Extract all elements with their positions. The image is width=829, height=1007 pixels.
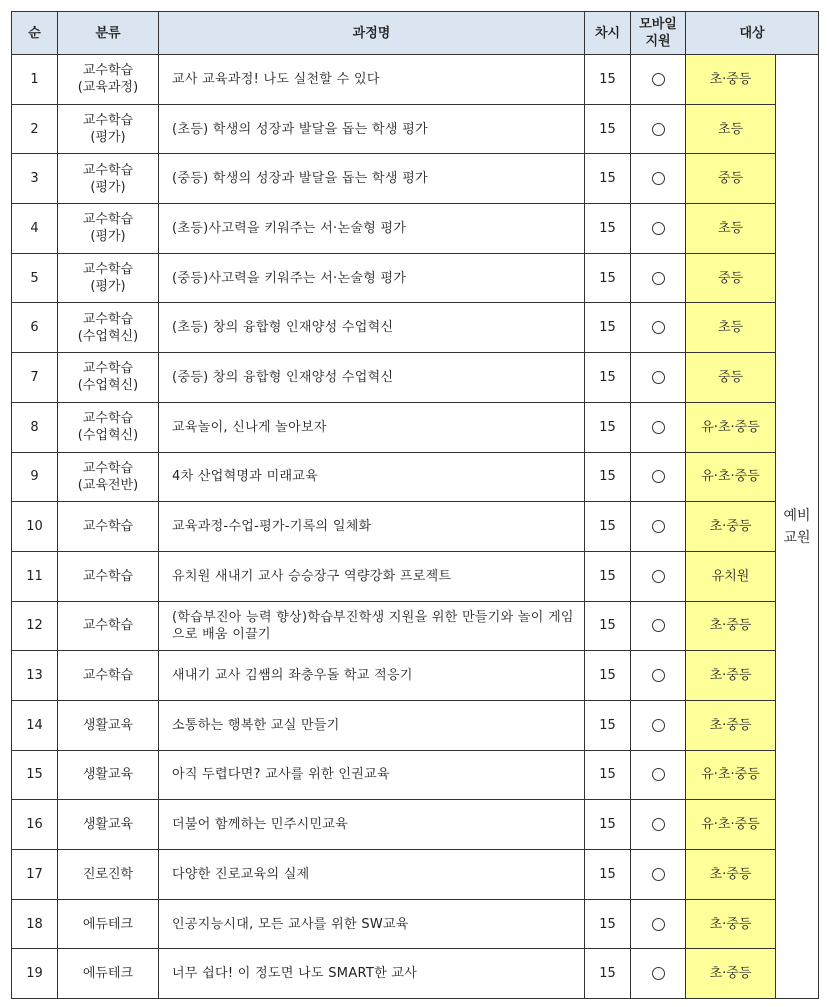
- row-number: 15: [12, 750, 58, 800]
- course-table-container: [11, 11, 819, 999]
- circle-icon: [652, 719, 665, 732]
- row-sessions: 15: [585, 651, 631, 701]
- table-row: [12, 800, 819, 850]
- row-category: [58, 899, 159, 949]
- row-mobile-support: [631, 204, 686, 254]
- row-number: 19: [12, 949, 58, 999]
- row-number: 10: [12, 502, 58, 552]
- table-row: [12, 154, 819, 204]
- row-number: 9: [12, 452, 58, 502]
- circle-icon: [652, 470, 665, 483]
- row-number: 16: [12, 800, 58, 850]
- category-main: 교수학습: [82, 361, 134, 377]
- header-sessions: 차시: [585, 12, 631, 55]
- circle-icon: [652, 172, 665, 185]
- row-sessions: 15: [585, 452, 631, 502]
- row-category: [58, 452, 159, 502]
- row-category: [58, 601, 159, 651]
- category-sub: (수업혁신): [77, 328, 139, 344]
- row-category: [58, 750, 159, 800]
- header-mobile-line2: 지원: [645, 34, 671, 49]
- circle-icon: [652, 918, 665, 931]
- category-main: 교수학습: [82, 311, 134, 327]
- row-mobile-support: [631, 750, 686, 800]
- row-number: 14: [12, 700, 58, 750]
- circle-icon: [652, 868, 665, 881]
- row-target: 초·중등: [686, 651, 776, 701]
- table-row: [12, 104, 819, 154]
- row-category: [58, 303, 159, 353]
- table-row: [12, 899, 819, 949]
- row-mobile-support: [631, 353, 686, 403]
- row-target: 중등: [686, 154, 776, 204]
- row-target: 유·초·중등: [686, 402, 776, 452]
- row-category: [58, 700, 159, 750]
- row-sessions: 15: [585, 253, 631, 303]
- category-main: 교수학습: [82, 519, 134, 535]
- category-main: 교수학습: [82, 618, 134, 634]
- row-sessions: 15: [585, 949, 631, 999]
- row-number: 12: [12, 601, 58, 651]
- table-row: [12, 750, 819, 800]
- header-category: 분류: [58, 12, 159, 55]
- row-mobile-support: [631, 800, 686, 850]
- table-row: [12, 353, 819, 403]
- row-number: 13: [12, 651, 58, 701]
- circle-icon: [652, 272, 665, 285]
- category-sub: (교육전반): [77, 477, 139, 493]
- row-course-title: (학습부진아 능력 향상)학습부진학생 지원을 위한 만들기와 놀이 게임으로 배움 이끌기: [159, 601, 585, 651]
- row-mobile-support: [631, 402, 686, 452]
- circle-icon: [652, 818, 665, 831]
- row-sessions: 15: [585, 55, 631, 105]
- header-mobile: [631, 12, 686, 55]
- category-sub: (수업혁신): [77, 428, 139, 444]
- row-course-title: 4차 산업혁명과 미래교육: [159, 452, 585, 502]
- table-row: [12, 204, 819, 254]
- table-row: [12, 452, 819, 502]
- category-sub: (평가): [90, 229, 126, 245]
- row-category: [58, 353, 159, 403]
- row-course-title: 다양한 진로교육의 실제: [159, 850, 585, 900]
- circle-icon: [652, 768, 665, 781]
- row-sessions: 15: [585, 551, 631, 601]
- header-course: 과정명: [159, 12, 585, 55]
- row-mobile-support: [631, 502, 686, 552]
- target-note-text: 예비 교원: [783, 507, 811, 546]
- circle-icon: [652, 321, 665, 334]
- row-target: 초·중등: [686, 55, 776, 105]
- row-target: 초·중등: [686, 700, 776, 750]
- circle-icon: [652, 421, 665, 434]
- row-mobile-support: [631, 949, 686, 999]
- row-number: 8: [12, 402, 58, 452]
- row-sessions: 15: [585, 700, 631, 750]
- header-no: 순: [12, 12, 58, 55]
- circle-icon: [652, 669, 665, 682]
- circle-icon: [652, 222, 665, 235]
- row-mobile-support: [631, 899, 686, 949]
- row-category: [58, 204, 159, 254]
- row-sessions: 15: [585, 204, 631, 254]
- category-main: 교수학습: [82, 162, 134, 178]
- row-sessions: 15: [585, 104, 631, 154]
- row-sessions: 15: [585, 899, 631, 949]
- row-course-title: (중등)사고력을 키워주는 서·논술형 평가: [159, 253, 585, 303]
- row-category: [58, 949, 159, 999]
- table-row: [12, 850, 819, 900]
- category-main: 교수학습: [82, 113, 134, 129]
- row-target: 유치원: [686, 551, 776, 601]
- row-mobile-support: [631, 551, 686, 601]
- table-row: [12, 551, 819, 601]
- category-main: 교수학습: [82, 212, 134, 228]
- category-sub: (평가): [90, 279, 126, 295]
- row-category: [58, 551, 159, 601]
- row-target: 중등: [686, 253, 776, 303]
- row-course-title: 아직 두렵다면? 교사를 위한 인권교육: [159, 750, 585, 800]
- category-sub: (평가): [90, 179, 126, 195]
- row-number: 7: [12, 353, 58, 403]
- row-mobile-support: [631, 154, 686, 204]
- category-main: 진로진학: [82, 866, 134, 882]
- circle-icon: [652, 570, 665, 583]
- row-target: 유·초·중등: [686, 452, 776, 502]
- category-main: 생활교육: [82, 817, 134, 833]
- row-mobile-support: [631, 850, 686, 900]
- category-sub: (수업혁신): [77, 378, 139, 394]
- row-number: 2: [12, 104, 58, 154]
- row-course-title: 교육놀이, 신나게 놀아보자: [159, 402, 585, 452]
- row-mobile-support: [631, 700, 686, 750]
- row-course-title: (초등) 학생의 성장과 발달을 돕는 학생 평가: [159, 104, 585, 154]
- category-main: 교수학습: [82, 460, 134, 476]
- row-sessions: 15: [585, 303, 631, 353]
- row-mobile-support: [631, 303, 686, 353]
- row-category: [58, 651, 159, 701]
- row-category: [58, 253, 159, 303]
- row-target: 유·초·중등: [686, 750, 776, 800]
- table-row: [12, 502, 819, 552]
- row-number: 17: [12, 850, 58, 900]
- row-target: 중등: [686, 353, 776, 403]
- row-mobile-support: [631, 253, 686, 303]
- row-category: [58, 104, 159, 154]
- circle-icon: [652, 967, 665, 980]
- row-mobile-support: [631, 601, 686, 651]
- row-mobile-support: [631, 651, 686, 701]
- row-category: [58, 800, 159, 850]
- circle-icon: [652, 73, 665, 86]
- row-category: [58, 502, 159, 552]
- category-main: 생활교육: [82, 717, 134, 733]
- row-mobile-support: [631, 55, 686, 105]
- row-mobile-support: [631, 452, 686, 502]
- row-mobile-support: [631, 104, 686, 154]
- row-target: 초·중등: [686, 601, 776, 651]
- table-row: [12, 651, 819, 701]
- row-category: [58, 154, 159, 204]
- row-course-title: 새내기 교사 김쌤의 좌충우돌 학교 적응기: [159, 651, 585, 701]
- row-category: [58, 850, 159, 900]
- table-row: [12, 601, 819, 651]
- row-category: [58, 402, 159, 452]
- category-main: 교수학습: [82, 262, 134, 278]
- category-sub: (평가): [90, 130, 126, 146]
- row-number: 18: [12, 899, 58, 949]
- row-target: 초·중등: [686, 899, 776, 949]
- table-row: [12, 402, 819, 452]
- row-category: [58, 55, 159, 105]
- target-note: [776, 55, 819, 999]
- category-main: 교수학습: [82, 411, 134, 427]
- row-target: 초·중등: [686, 502, 776, 552]
- category-main: 에듀테크: [82, 916, 134, 932]
- row-number: 6: [12, 303, 58, 353]
- row-sessions: 15: [585, 800, 631, 850]
- row-sessions: 15: [585, 601, 631, 651]
- table-row: [12, 253, 819, 303]
- row-course-title: 소통하는 행복한 교실 만들기: [159, 700, 585, 750]
- row-course-title: 더불어 함께하는 민주시민교육: [159, 800, 585, 850]
- row-target: 초등: [686, 104, 776, 154]
- category-main: 교수학습: [82, 63, 134, 79]
- course-table: [11, 11, 819, 999]
- circle-icon: [652, 371, 665, 384]
- row-target: 초등: [686, 204, 776, 254]
- row-course-title: 교사 교육과정! 나도 실천할 수 있다: [159, 55, 585, 105]
- row-course-title: 교육과정-수업-평가-기록의 일체화: [159, 502, 585, 552]
- row-sessions: 15: [585, 154, 631, 204]
- category-main: 에듀테크: [82, 966, 134, 982]
- category-main: 교수학습: [82, 568, 134, 584]
- row-course-title: 유치원 새내기 교사 승승장구 역량강화 프로젝트: [159, 551, 585, 601]
- row-number: 11: [12, 551, 58, 601]
- row-course-title: (중등) 창의 융합형 인재양성 수업혁신: [159, 353, 585, 403]
- row-number: 4: [12, 204, 58, 254]
- row-sessions: 15: [585, 502, 631, 552]
- row-course-title: 너무 쉽다! 이 정도면 나도 SMART한 교사: [159, 949, 585, 999]
- table-header-row: [12, 12, 819, 55]
- circle-icon: [652, 619, 665, 632]
- row-target: 초·중등: [686, 850, 776, 900]
- category-main: 교수학습: [82, 668, 134, 684]
- row-number: 3: [12, 154, 58, 204]
- row-number: 5: [12, 253, 58, 303]
- header-mobile-line1: 모바일: [639, 17, 677, 32]
- table-row: [12, 303, 819, 353]
- row-sessions: 15: [585, 402, 631, 452]
- circle-icon: [652, 520, 665, 533]
- row-sessions: 15: [585, 353, 631, 403]
- circle-icon: [652, 123, 665, 136]
- row-sessions: 15: [585, 850, 631, 900]
- row-target: 초·중등: [686, 949, 776, 999]
- category-main: 생활교육: [82, 767, 134, 783]
- row-sessions: 15: [585, 750, 631, 800]
- row-course-title: (중등) 학생의 성장과 발달을 돕는 학생 평가: [159, 154, 585, 204]
- table-row: [12, 700, 819, 750]
- row-course-title: (초등) 창의 융합형 인재양성 수업혁신: [159, 303, 585, 353]
- row-target: 초등: [686, 303, 776, 353]
- row-course-title: (초등)사고력을 키워주는 서·논술형 평가: [159, 204, 585, 254]
- table-row: [12, 55, 819, 105]
- row-number: 1: [12, 55, 58, 105]
- header-target: 대상: [686, 12, 819, 55]
- row-target: 유·초·중등: [686, 800, 776, 850]
- category-sub: (교육과정): [77, 80, 139, 96]
- row-course-title: 인공지능시대, 모든 교사를 위한 SW교육: [159, 899, 585, 949]
- table-row: [12, 949, 819, 999]
